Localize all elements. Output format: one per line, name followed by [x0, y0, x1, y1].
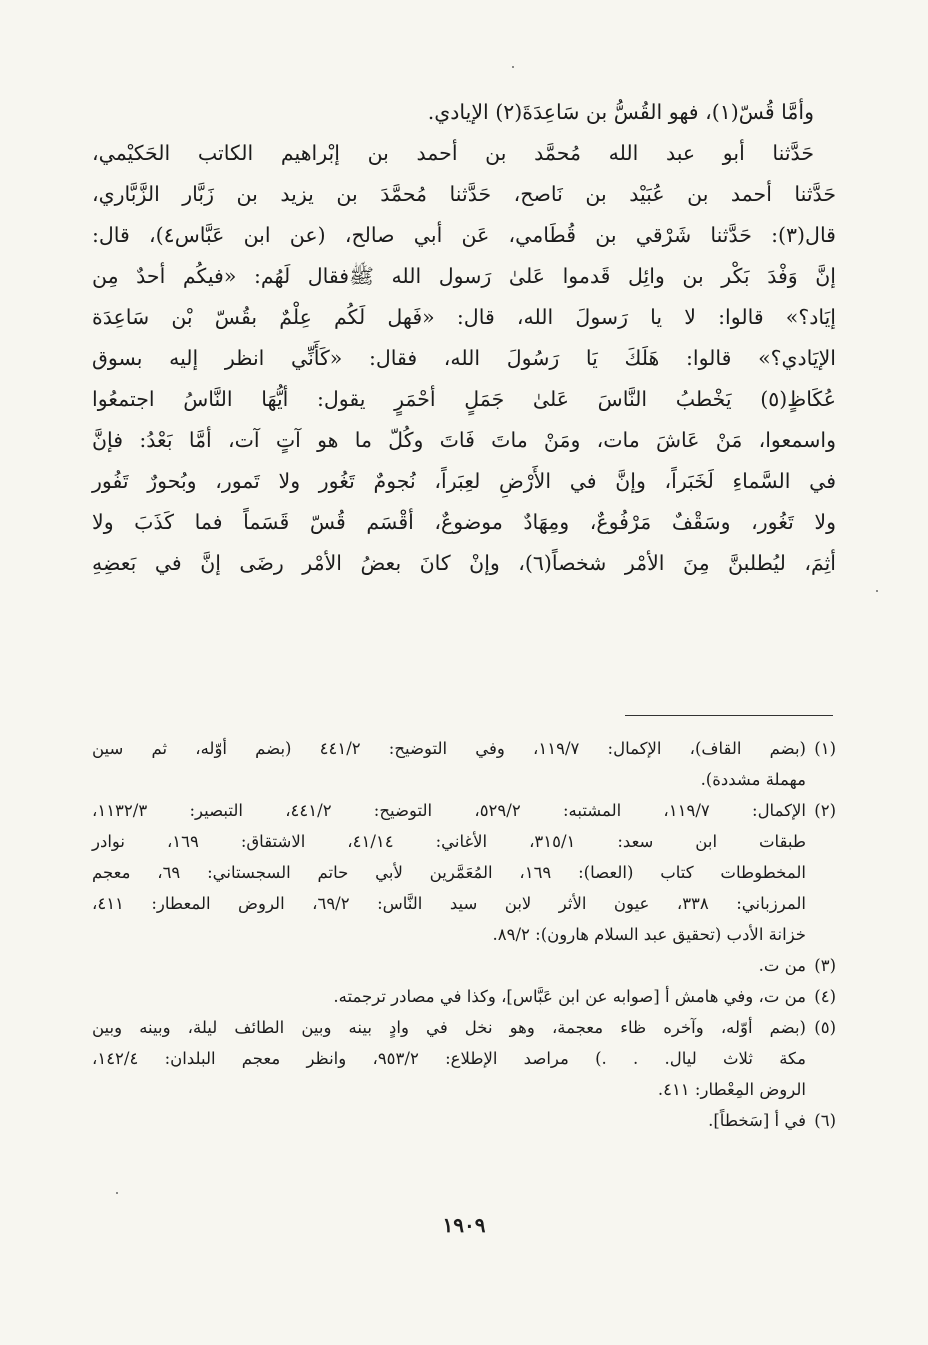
- text-line: أثِمَ، ليُطلبنَّ مِنَ الأمْر شخصاً(٦)، وإنْ كانَ بعضُ الأمْر رضَى إنَّ في بَعضِهِ: [92, 551, 836, 575]
- footnote-2: [92, 795, 836, 950]
- footnote-divider: [625, 715, 833, 716]
- text-line: إنَّ وَفْدَ بَكْر بن وائِل قَدموا عَلىٰ رَسول الله ﷺفقال لَهُم: «فيكُم أحدٌ مِن: [92, 264, 836, 288]
- text-line: قال(٣): حَدَّثنا شَرْقي بن قُطَامي، عَن أبي صالح، (عن ابن عَبَّاس٤)، قال:: [92, 223, 836, 247]
- text-line: في السَّماءِ لَخَبَراً، وإنَّ في الأَرْضِ لعِبَراً، نُجومٌ تَغُور ولا تَمور، وبُحورٌ تَفُور: [92, 469, 836, 493]
- text-line: وأمَّا قُسّ(١)، فهو القُسُّ بن سَاعِدَةَ(٢) الإيادي.: [427, 100, 814, 124]
- text-line: واسمعوا، مَنْ عَاشَ مات، ومَنْ ماتَ فَاتَ وكُلّ ما هو آتٍ آت، أمَّا بَعْدُ: فإنَّ: [92, 428, 836, 452]
- footnote-line: في أ [سَخطاً].: [708, 1111, 806, 1130]
- footnote-1: [92, 733, 836, 795]
- footnote-line: (بضم القاف)، الإكمال: ١١٩/٧، وفي التوضيح: ٤٤١/٢ (بضم أوّله، ثم سين: [92, 739, 806, 758]
- footnote-line: طبقات ابن سعد: ٣١٥/١، الأغاني: ٤١/١٤، الاشتقاق: ١٦٩، نوادر: [92, 832, 806, 851]
- footnote-line: مهملة مشددة).: [700, 770, 806, 789]
- footnote-4: [92, 981, 836, 1012]
- text-line: الإيَادي؟» قالوا: هَلَكَ يَا رَسُولَ الله، فقال: «كَأَنِّي انظر إليه بسوق: [92, 346, 836, 370]
- footnote-line: المخطوطات كتاب (العصا): ١٦٩، المُعَمَّرين لأبي حاتم السجستاني: ٦٩، معجم: [92, 863, 806, 882]
- footnote-line: مكة ثلاث ليال. . .) مراصد الإطلاع: ٩٥٣/٢، وانظر معجم البلدان: ١٤٢/٤،: [92, 1049, 807, 1068]
- footnote-line: الإكمال: ١١٩/٧، المشتبه: ٥٢٩/٢، التوضيح: ٤٤١/٢، التبصير: ١١٣٢/٣،: [92, 801, 806, 820]
- scan-speck: [876, 590, 878, 592]
- footnote-line: من ت.: [758, 956, 806, 975]
- footnote-number: (٣): [814, 956, 836, 975]
- footnotes: [92, 733, 836, 1136]
- footnote-number: (١): [814, 739, 836, 758]
- main-text: [92, 92, 836, 584]
- footnote-6: [92, 1105, 836, 1136]
- footnote-5: [92, 1012, 836, 1105]
- footnote-number: (٦): [814, 1111, 836, 1130]
- footnote-line: الروض المِعْطار: ٤١١.: [657, 1080, 806, 1099]
- footnote-3: [92, 950, 836, 981]
- footnote-number: (٥): [814, 1018, 836, 1037]
- footnote-line: من ت، وفي هامش أ [صوابه عن ابن عَبَّاس]، وكذا في مصادر ترجمته.: [333, 987, 806, 1006]
- scan-speck: [116, 1192, 118, 1194]
- footnote-line: المرزباني: ٣٣٨، عيون الأثر لابن سيد النَّاس: ٦٩/٢، الروض المعطار: ٤١١،: [92, 894, 806, 913]
- footnote-number: (٤): [814, 987, 836, 1006]
- text-line: إيَاد؟» قالوا: لا يا رَسولَ الله، قال: «فَهل لَكُم عِلْمٌ بقُسّ بْن سَاعِدَة: [92, 305, 836, 329]
- footnote-number: (٢): [814, 801, 836, 820]
- text-line: عُكَاظٍ(٥) يَخْطبُ النَّاسَ عَلىٰ جَمَلٍ أحْمَرٍ يقول: أيُّهَا النَّاسُ اجتمعُوا: [92, 387, 836, 411]
- text-line: ولا تَغُور، وسَقْفٌ مَرْفُوعٌ، ومِهَادٌ موضوعٌ، أقْسَم قُسّ قَسَماً فما كَذَبَ ولا: [92, 510, 836, 534]
- footnote-line: (بضم أوّله، وآخره ظاء معجمة، وهو نخل في وادٍ بينه وبين الطائف ليلة، وبينه وبين: [92, 1018, 806, 1037]
- footnote-line: خزانة الأدب (تحقيق عبد السلام هارون): ٨٩/٢.: [492, 925, 806, 944]
- scan-speck: [512, 66, 514, 68]
- text-line: حَدَّثنا أحمد بن عُبَيْد بن نَاصح، حَدَّثنا مُحمَّدَ بن يزيد بن زَبَّار الزَّبَّاري،: [92, 182, 836, 206]
- text-line: حَدَّثنا أبو عبد الله مُحمَّد بن أحمد بن إبْراهيم الكاتب الحَكيْمي،: [92, 141, 814, 165]
- page-number: ١٩٠٩: [442, 1213, 486, 1237]
